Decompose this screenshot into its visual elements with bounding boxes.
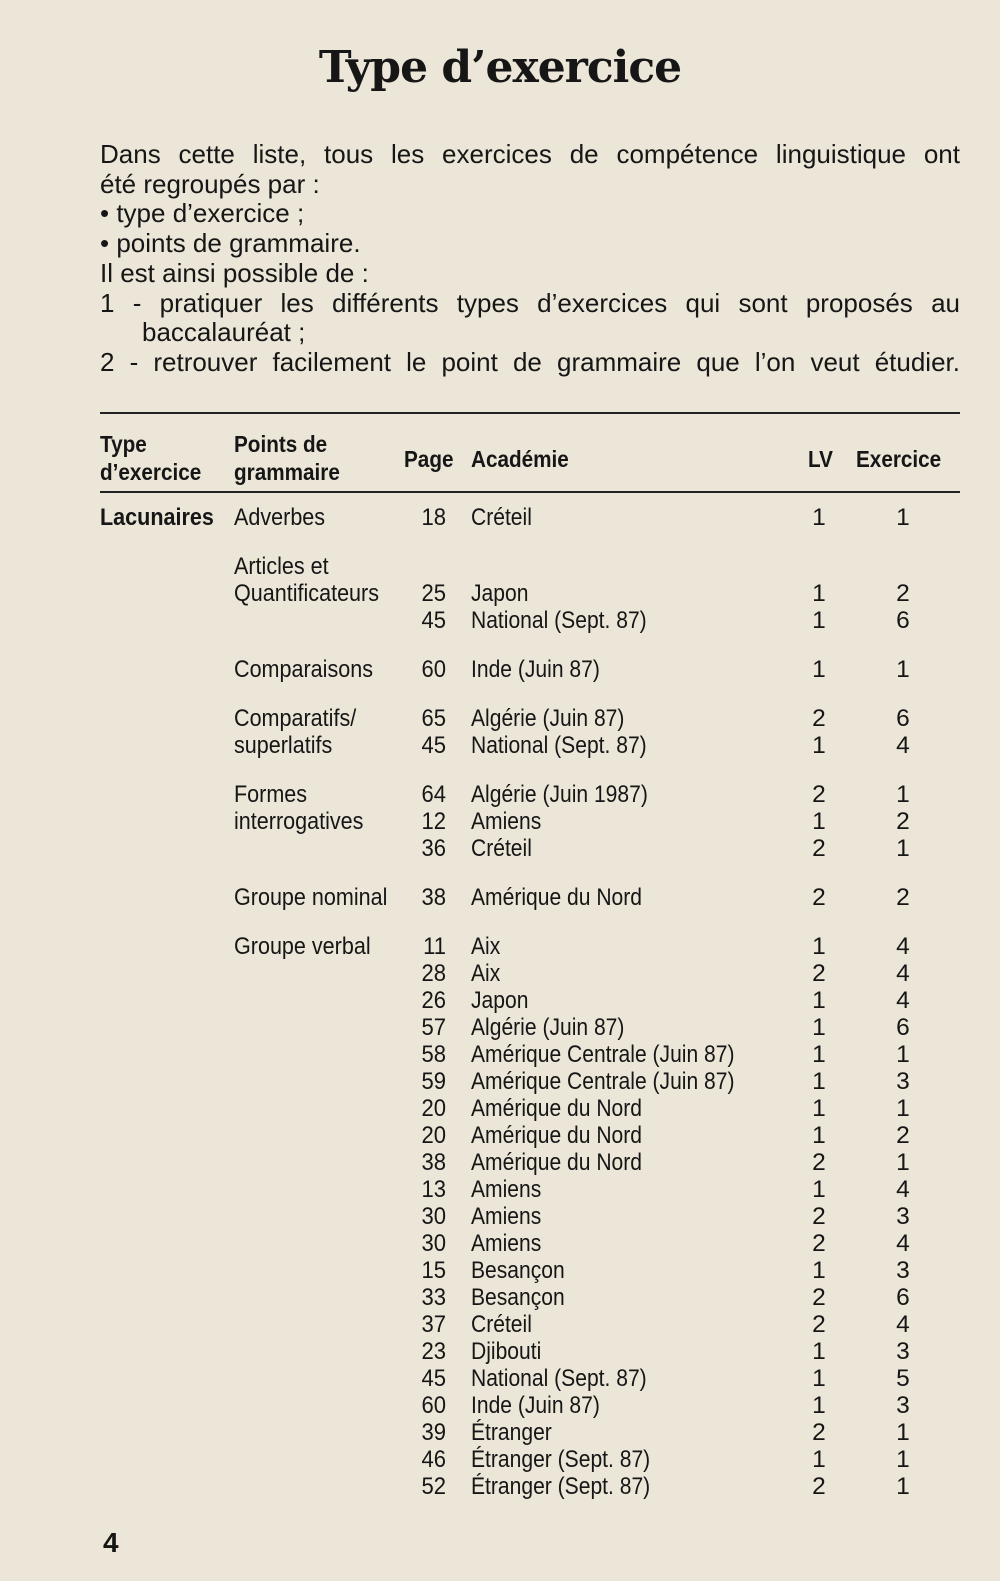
row-page: 18 [421, 504, 446, 531]
row-academie: Besançon [471, 1284, 565, 1311]
row-lv: 2 [812, 781, 826, 808]
table-row [0, 1176, 1000, 1203]
row-academie: Algérie (Juin 1987) [471, 781, 648, 808]
table-row [0, 835, 1000, 862]
row-lv: 1 [812, 987, 826, 1014]
table-row [0, 1257, 1000, 1284]
row-grammar: Comparaisons [234, 656, 374, 683]
row-exercice: 1 [896, 504, 910, 531]
row-grammar: Quantificateurs [234, 580, 380, 607]
row-academie: National (Sept. 87) [471, 1365, 647, 1392]
row-lv: 1 [812, 1365, 826, 1392]
row-page: 60 [421, 656, 446, 683]
row-exercice: 1 [896, 1419, 910, 1446]
header-page: Page [404, 446, 454, 472]
row-academie: Aix [471, 933, 501, 960]
row-academie: Étranger [471, 1419, 552, 1446]
row-lv: 2 [812, 705, 826, 732]
row-lv: 2 [812, 884, 826, 911]
table-row [0, 1230, 1000, 1257]
intro-line: 2 - retrouver facilement le point de grammaire que l’on veut étudier. [100, 346, 960, 377]
row-exercice: 4 [896, 732, 910, 759]
row-academie: Amiens [471, 1203, 542, 1230]
row-exercice: 1 [896, 835, 910, 862]
row-page: 39 [421, 1419, 446, 1446]
table-row [0, 1203, 1000, 1230]
row-exercice: 2 [896, 884, 910, 911]
row-page: 12 [421, 808, 446, 835]
table-row [0, 781, 1000, 808]
row-academie: Besançon [471, 1257, 565, 1284]
row-grammar: interrogatives [234, 808, 364, 835]
row-exercice: 1 [896, 1095, 910, 1122]
table-row [0, 933, 1000, 960]
row-grammar: Comparatifs/ [234, 705, 357, 732]
row-lv: 2 [812, 960, 826, 987]
row-lv: 1 [812, 1068, 826, 1095]
row-exercice: 3 [896, 1068, 910, 1095]
intro-line: été regroupés par : [100, 168, 320, 199]
row-exercice: 4 [896, 933, 910, 960]
row-page: 26 [421, 987, 446, 1014]
row-page: 65 [421, 705, 446, 732]
table-row [0, 580, 1000, 607]
table-row [0, 705, 1000, 732]
row-exercice: 2 [896, 808, 910, 835]
row-academie: Créteil [471, 504, 532, 531]
row-academie: Amérique du Nord [471, 1122, 642, 1149]
header-type-line1: Type [100, 431, 147, 457]
row-page: 59 [421, 1068, 446, 1095]
row-exercice: 2 [896, 1122, 910, 1149]
table-row [0, 1149, 1000, 1176]
row-grammar: superlatifs [234, 732, 333, 759]
row-page: 64 [421, 781, 446, 808]
row-academie: Amérique du Nord [471, 884, 642, 911]
table-row [0, 1446, 1000, 1473]
row-exercice: 4 [896, 1230, 910, 1257]
row-exercice: 1 [896, 1041, 910, 1068]
header-grammar [234, 430, 340, 486]
row-page: 37 [421, 1311, 446, 1338]
row-grammar: Groupe nominal [234, 884, 388, 911]
row-exercice: 6 [896, 607, 910, 634]
table-top-rule [100, 412, 960, 414]
table-row [0, 808, 1000, 835]
intro-line: baccalauréat ; [142, 317, 306, 348]
header-grammar-line2: grammaire [234, 459, 340, 485]
row-lv: 1 [812, 1095, 826, 1122]
row-page: 20 [421, 1122, 446, 1149]
header-grammar-line1: Points de [234, 431, 328, 457]
table-row [0, 1041, 1000, 1068]
table-row [0, 1365, 1000, 1392]
row-academie: Algérie (Juin 87) [471, 705, 625, 732]
row-page: 30 [421, 1203, 446, 1230]
row-lv: 2 [812, 1284, 826, 1311]
row-lv: 1 [812, 1446, 826, 1473]
row-page: 33 [421, 1284, 446, 1311]
row-exercice: 3 [896, 1392, 910, 1419]
row-exercice: 1 [896, 1473, 910, 1500]
row-page: 13 [421, 1176, 446, 1203]
row-academie: Djibouti [471, 1338, 542, 1365]
row-exercice: 3 [896, 1338, 910, 1365]
row-page: 52 [421, 1473, 446, 1500]
table-row [0, 732, 1000, 759]
row-page: 28 [421, 960, 446, 987]
row-page: 20 [421, 1095, 446, 1122]
row-page: 15 [421, 1257, 446, 1284]
table-row [0, 1284, 1000, 1311]
row-academie: Aix [471, 960, 501, 987]
row-grammar: Articles et [234, 553, 329, 580]
row-lv: 1 [812, 1257, 826, 1284]
table-row [0, 504, 1000, 531]
row-lv: 1 [812, 1122, 826, 1149]
row-lv: 1 [812, 656, 826, 683]
row-academie: National (Sept. 87) [471, 607, 647, 634]
row-exercice: 4 [896, 987, 910, 1014]
row-lv: 2 [812, 1473, 826, 1500]
row-academie: Amiens [471, 1176, 542, 1203]
row-academie: Amiens [471, 808, 542, 835]
exercise-table-body [0, 504, 1000, 1500]
intro-paragraph [100, 140, 960, 378]
row-exercice: 6 [896, 1284, 910, 1311]
row-exercice: 1 [896, 1149, 910, 1176]
intro-line: Dans cette liste, tous les exercices de compétence linguistique ont [100, 139, 960, 169]
table-row [0, 1068, 1000, 1095]
row-page: 36 [421, 835, 446, 862]
table-row [0, 1095, 1000, 1122]
row-page: 25 [421, 580, 446, 607]
row-lv: 1 [812, 732, 826, 759]
row-page: 38 [421, 1149, 446, 1176]
row-exercice: 1 [896, 656, 910, 683]
table-row [0, 656, 1000, 683]
row-exercice: 3 [896, 1203, 910, 1230]
table-row [0, 607, 1000, 634]
row-lv: 1 [812, 580, 826, 607]
row-lv: 2 [812, 1149, 826, 1176]
row-academie: Algérie (Juin 87) [471, 1014, 625, 1041]
row-grammar: Adverbes [234, 504, 326, 531]
row-academie: Amiens [471, 1230, 542, 1257]
row-lv: 2 [812, 1230, 826, 1257]
row-academie: Amérique du Nord [471, 1149, 642, 1176]
row-lv: 1 [812, 1176, 826, 1203]
row-lv: 2 [812, 835, 826, 862]
row-lv: 1 [812, 808, 826, 835]
row-lv: 1 [812, 607, 826, 634]
table-row [0, 1392, 1000, 1419]
row-page: 46 [421, 1446, 446, 1473]
row-page: 45 [421, 607, 446, 634]
row-exercice: 6 [896, 705, 910, 732]
intro-line: Il est ainsi possible de : [100, 257, 369, 288]
row-academie: Étranger (Sept. 87) [471, 1473, 651, 1500]
row-lv: 1 [812, 1041, 826, 1068]
table-header-rule [100, 491, 960, 493]
page-number: 4 [103, 1527, 119, 1558]
row-exercice: 1 [896, 781, 910, 808]
row-exercice: 3 [896, 1257, 910, 1284]
row-page: 58 [421, 1041, 446, 1068]
row-lv: 2 [812, 1311, 826, 1338]
row-page: 45 [421, 732, 446, 759]
header-type-line2: d’exercice [100, 459, 202, 485]
row-page: 57 [421, 1014, 446, 1041]
row-exercice: 4 [896, 1311, 910, 1338]
row-academie: Amérique Centrale (Juin 87) [471, 1041, 735, 1068]
row-page: 60 [421, 1392, 446, 1419]
table-row [0, 884, 1000, 911]
table-row [0, 1311, 1000, 1338]
row-grammar: Formes [234, 781, 308, 808]
row-exercice: 2 [896, 580, 910, 607]
header-lv: LV [808, 446, 833, 472]
row-academie: Étranger (Sept. 87) [471, 1446, 651, 1473]
row-page: 38 [421, 884, 446, 911]
row-academie: Créteil [471, 1311, 532, 1338]
row-lv: 2 [812, 1203, 826, 1230]
row-lv: 1 [812, 1014, 826, 1041]
row-exercice: 6 [896, 1014, 910, 1041]
table-row [0, 1419, 1000, 1446]
table-row [0, 1338, 1000, 1365]
row-lv: 2 [812, 1419, 826, 1446]
intro-line: 1 - pratiquer les différents types d’exercices qui sont proposés au [100, 287, 960, 318]
row-page: 23 [421, 1338, 446, 1365]
intro-line: • points de grammaire. [100, 228, 361, 259]
row-page: 30 [421, 1230, 446, 1257]
header-type [100, 430, 201, 486]
row-academie: Amérique du Nord [471, 1095, 642, 1122]
row-grammar: Groupe verbal [234, 933, 371, 960]
row-lv: 1 [812, 1338, 826, 1365]
table-row [0, 1122, 1000, 1149]
row-academie: Créteil [471, 835, 532, 862]
row-exercice: 4 [896, 960, 910, 987]
row-exercice: 4 [896, 1176, 910, 1203]
row-academie: National (Sept. 87) [471, 732, 647, 759]
row-academie: Japon [471, 987, 529, 1014]
table-row [0, 1473, 1000, 1500]
page-title: Type d’exercice [318, 42, 682, 93]
row-academie: Japon [471, 580, 529, 607]
row-academie: Amérique Centrale (Juin 87) [471, 1068, 735, 1095]
row-lv: 1 [812, 1392, 826, 1419]
row-page: 45 [421, 1365, 446, 1392]
header-exercice: Exercice [856, 446, 942, 472]
table-row [0, 1014, 1000, 1041]
row-type: Lacunaires [100, 504, 214, 531]
row-lv: 1 [812, 504, 826, 531]
row-exercice: 1 [896, 1446, 910, 1473]
row-academie: Inde (Juin 87) [471, 656, 600, 683]
intro-line: • type d’exercice ; [100, 198, 305, 229]
row-page: 11 [423, 933, 446, 960]
row-lv: 1 [812, 933, 826, 960]
header-academie: Académie [471, 446, 569, 472]
row-exercice: 5 [896, 1365, 910, 1392]
table-row [0, 553, 1000, 580]
table-row [0, 960, 1000, 987]
table-row [0, 987, 1000, 1014]
row-academie: Inde (Juin 87) [471, 1392, 600, 1419]
